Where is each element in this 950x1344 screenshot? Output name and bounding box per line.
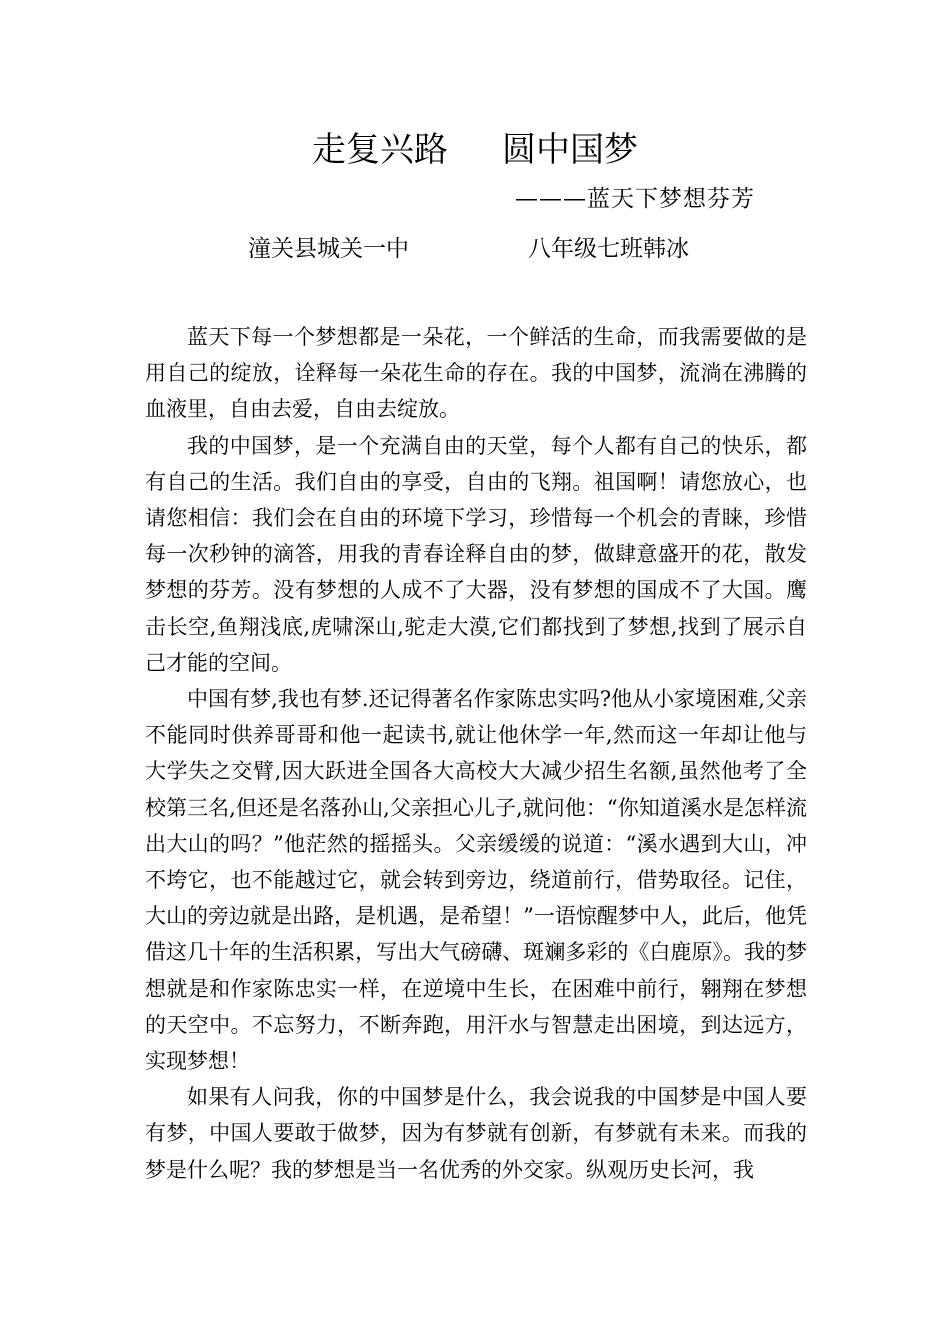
paragraph: 我的中国梦，是一个充满自由的天堂，每个人都有自己的快乐，都有自己的生活。我们自由的享受，自由的飞翔。祖国啊！请您放心，也请您相信：我们会在自由的环境下学习，珍惜每一个机会的青睐，珍惜每一次秒钟的滴答，用我的青春诠释自由的梦，做肆意盛开的花，散发梦想的芬芳。没有梦想的人成不了大器，没有梦想的国成不了大国。鹰击长空,鱼翔浅底,虎啸深山,驼走大漠,它们都找到了梦想,找到了展示自己才能的空间。	[145, 433, 807, 675]
author-line	[248, 232, 689, 266]
document-title: 走复兴路 圆中国梦	[311, 130, 639, 170]
author-school: 潼关县城关一中	[248, 236, 409, 262]
document-subtitle: ———蓝天下梦想芬芳	[515, 186, 755, 212]
author-class-name: 八年级七班韩冰	[528, 236, 689, 262]
paragraph: 中国有梦,我也有梦.还记得著名作家陈忠实吗?他从小家境困难,父亲不能同时供养哥哥和他一起读书,就让他休学一年,然而这一年却让他与大学失之交臂,因大跃进全国各大高校大大减少招生名额,虽然他考了全校第三名,但还是名落孙山,父亲担心儿子,就问他：“你知道溪水是怎样流出大山的吗？”他茫然的摇摇头。父亲缓缓的说道：“溪水遇到大山，冲不垮它，也不能越过它，就会转到旁边，绕道前行，借势取径。记住，大山的旁边就是出路，是机遇，是希望！”一语惊醒梦中人，此后，他凭借这几十年的生活积累，写出大气磅礴、斑斓多彩的《白鹿原》。我的梦想就是和作家陈忠实一样，在逆境中生长，在困难中前行，翱翔在梦想的天空中。不忘努力，不断奔跑，用汗水与智慧走出困境，到达远方，实现梦想！	[145, 687, 807, 1074]
document-body	[145, 319, 807, 1188]
paragraph: 蓝天下每一个梦想都是一朵花，一个鲜活的生命，而我需要做的是用自己的绽放，诠释每一朵花生命的存在。我的中国梦，流淌在沸腾的血液里，自由去爱，自由去绽放。	[145, 325, 807, 422]
paragraph: 如果有人问我，你的中国梦是什么，我会说我的中国梦是中国人要有梦，中国人要敢于做梦，因为有梦就有创新，有梦就有未来。而我的梦是什么呢？我的梦想是当一名优秀的外交家。纵观历史长河，我	[145, 1085, 807, 1182]
